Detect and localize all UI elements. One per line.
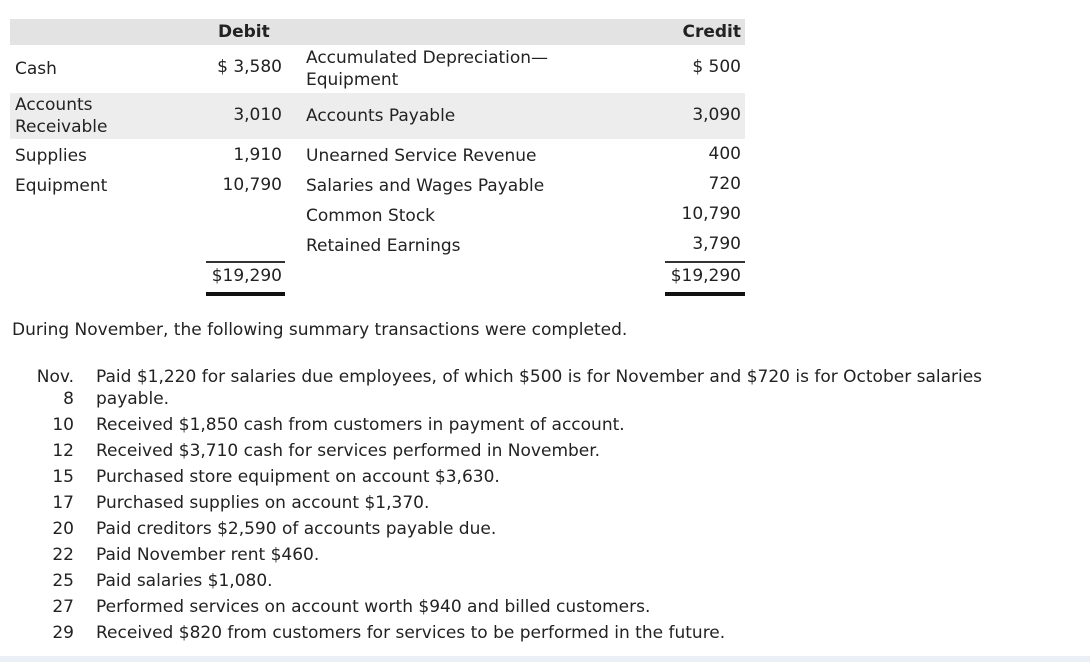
table-header-row [10, 19, 745, 45]
transaction-text: Purchased store equipment on account $3,630. [96, 467, 500, 487]
transaction-text: Paid salaries $1,080. [96, 571, 273, 591]
table-row [10, 172, 745, 202]
transaction-text: Paid November rent $460. [96, 545, 320, 565]
credit-header: Credit [682, 22, 741, 42]
credit-amount: 3,090 [692, 105, 741, 125]
debit-amount: 1,910 [233, 145, 282, 165]
credit-account: Accounts Payable [306, 106, 456, 126]
debit-amount: $ 3,580 [217, 57, 282, 77]
totals-row [10, 263, 745, 293]
debit-header: Debit [218, 22, 270, 42]
debit-amount: 3,010 [233, 105, 282, 125]
credit-double-rule [665, 292, 745, 296]
debit-account: Equipment [15, 176, 108, 196]
intro-text: During November, the following summary transactions were completed. [12, 320, 628, 340]
credit-amount: 3,790 [692, 234, 741, 254]
credit-amount: 10,790 [681, 204, 741, 224]
transaction-date: 29 [52, 623, 74, 643]
debit-account: Accounts Receivable [15, 95, 108, 137]
credit-account: Accumulated Depreciation— Equipment [306, 48, 549, 90]
debit-amount: 10,790 [222, 175, 282, 195]
debit-total: $19,290 [211, 266, 282, 286]
table-row [10, 45, 745, 93]
transaction-date: 20 [52, 519, 74, 539]
transaction-text: Performed services on account worth $940 and billed customers. [96, 597, 651, 617]
table-row [10, 202, 745, 232]
transaction-date: 27 [52, 597, 74, 617]
transaction-text: Received $820 from customers for services to be performed in the future. [96, 623, 726, 643]
transaction-text: Paid creditors $2,590 of accounts payable due. [96, 519, 497, 539]
credit-amount: 400 [708, 144, 741, 164]
bottom-strip [0, 656, 1090, 662]
transaction-text: Purchased supplies on account $1,370. [96, 493, 430, 513]
table-row [10, 142, 745, 172]
credit-account: Salaries and Wages Payable [306, 176, 545, 196]
transaction-date: 10 [52, 415, 74, 435]
debit-account: Cash [15, 59, 57, 79]
transaction-text: Received $3,710 cash for services performed in November. [96, 441, 601, 461]
table-row [10, 93, 745, 139]
credit-account: Unearned Service Revenue [306, 146, 537, 166]
credit-amount: $ 500 [692, 57, 741, 77]
transaction-date: Nov. 8 [36, 367, 74, 409]
credit-total: $19,290 [670, 266, 741, 286]
transaction-text: Received $1,850 cash from customers in payment of account. [96, 415, 625, 435]
debit-account: Supplies [15, 146, 87, 166]
transaction-date: 15 [52, 467, 74, 487]
credit-amount: 720 [708, 174, 741, 194]
transaction-date: 22 [52, 545, 74, 565]
debit-double-rule [206, 292, 285, 296]
transaction-text: Paid $1,220 for salaries due employees, of which $500 is for November and $720 is for October salaries payable. [96, 367, 983, 409]
transaction-date: 17 [52, 493, 74, 513]
table-row [10, 232, 745, 262]
transaction-date: 25 [52, 571, 74, 591]
transaction-date: 12 [52, 441, 74, 461]
credit-account: Common Stock [306, 206, 436, 226]
credit-account: Retained Earnings [306, 236, 461, 256]
